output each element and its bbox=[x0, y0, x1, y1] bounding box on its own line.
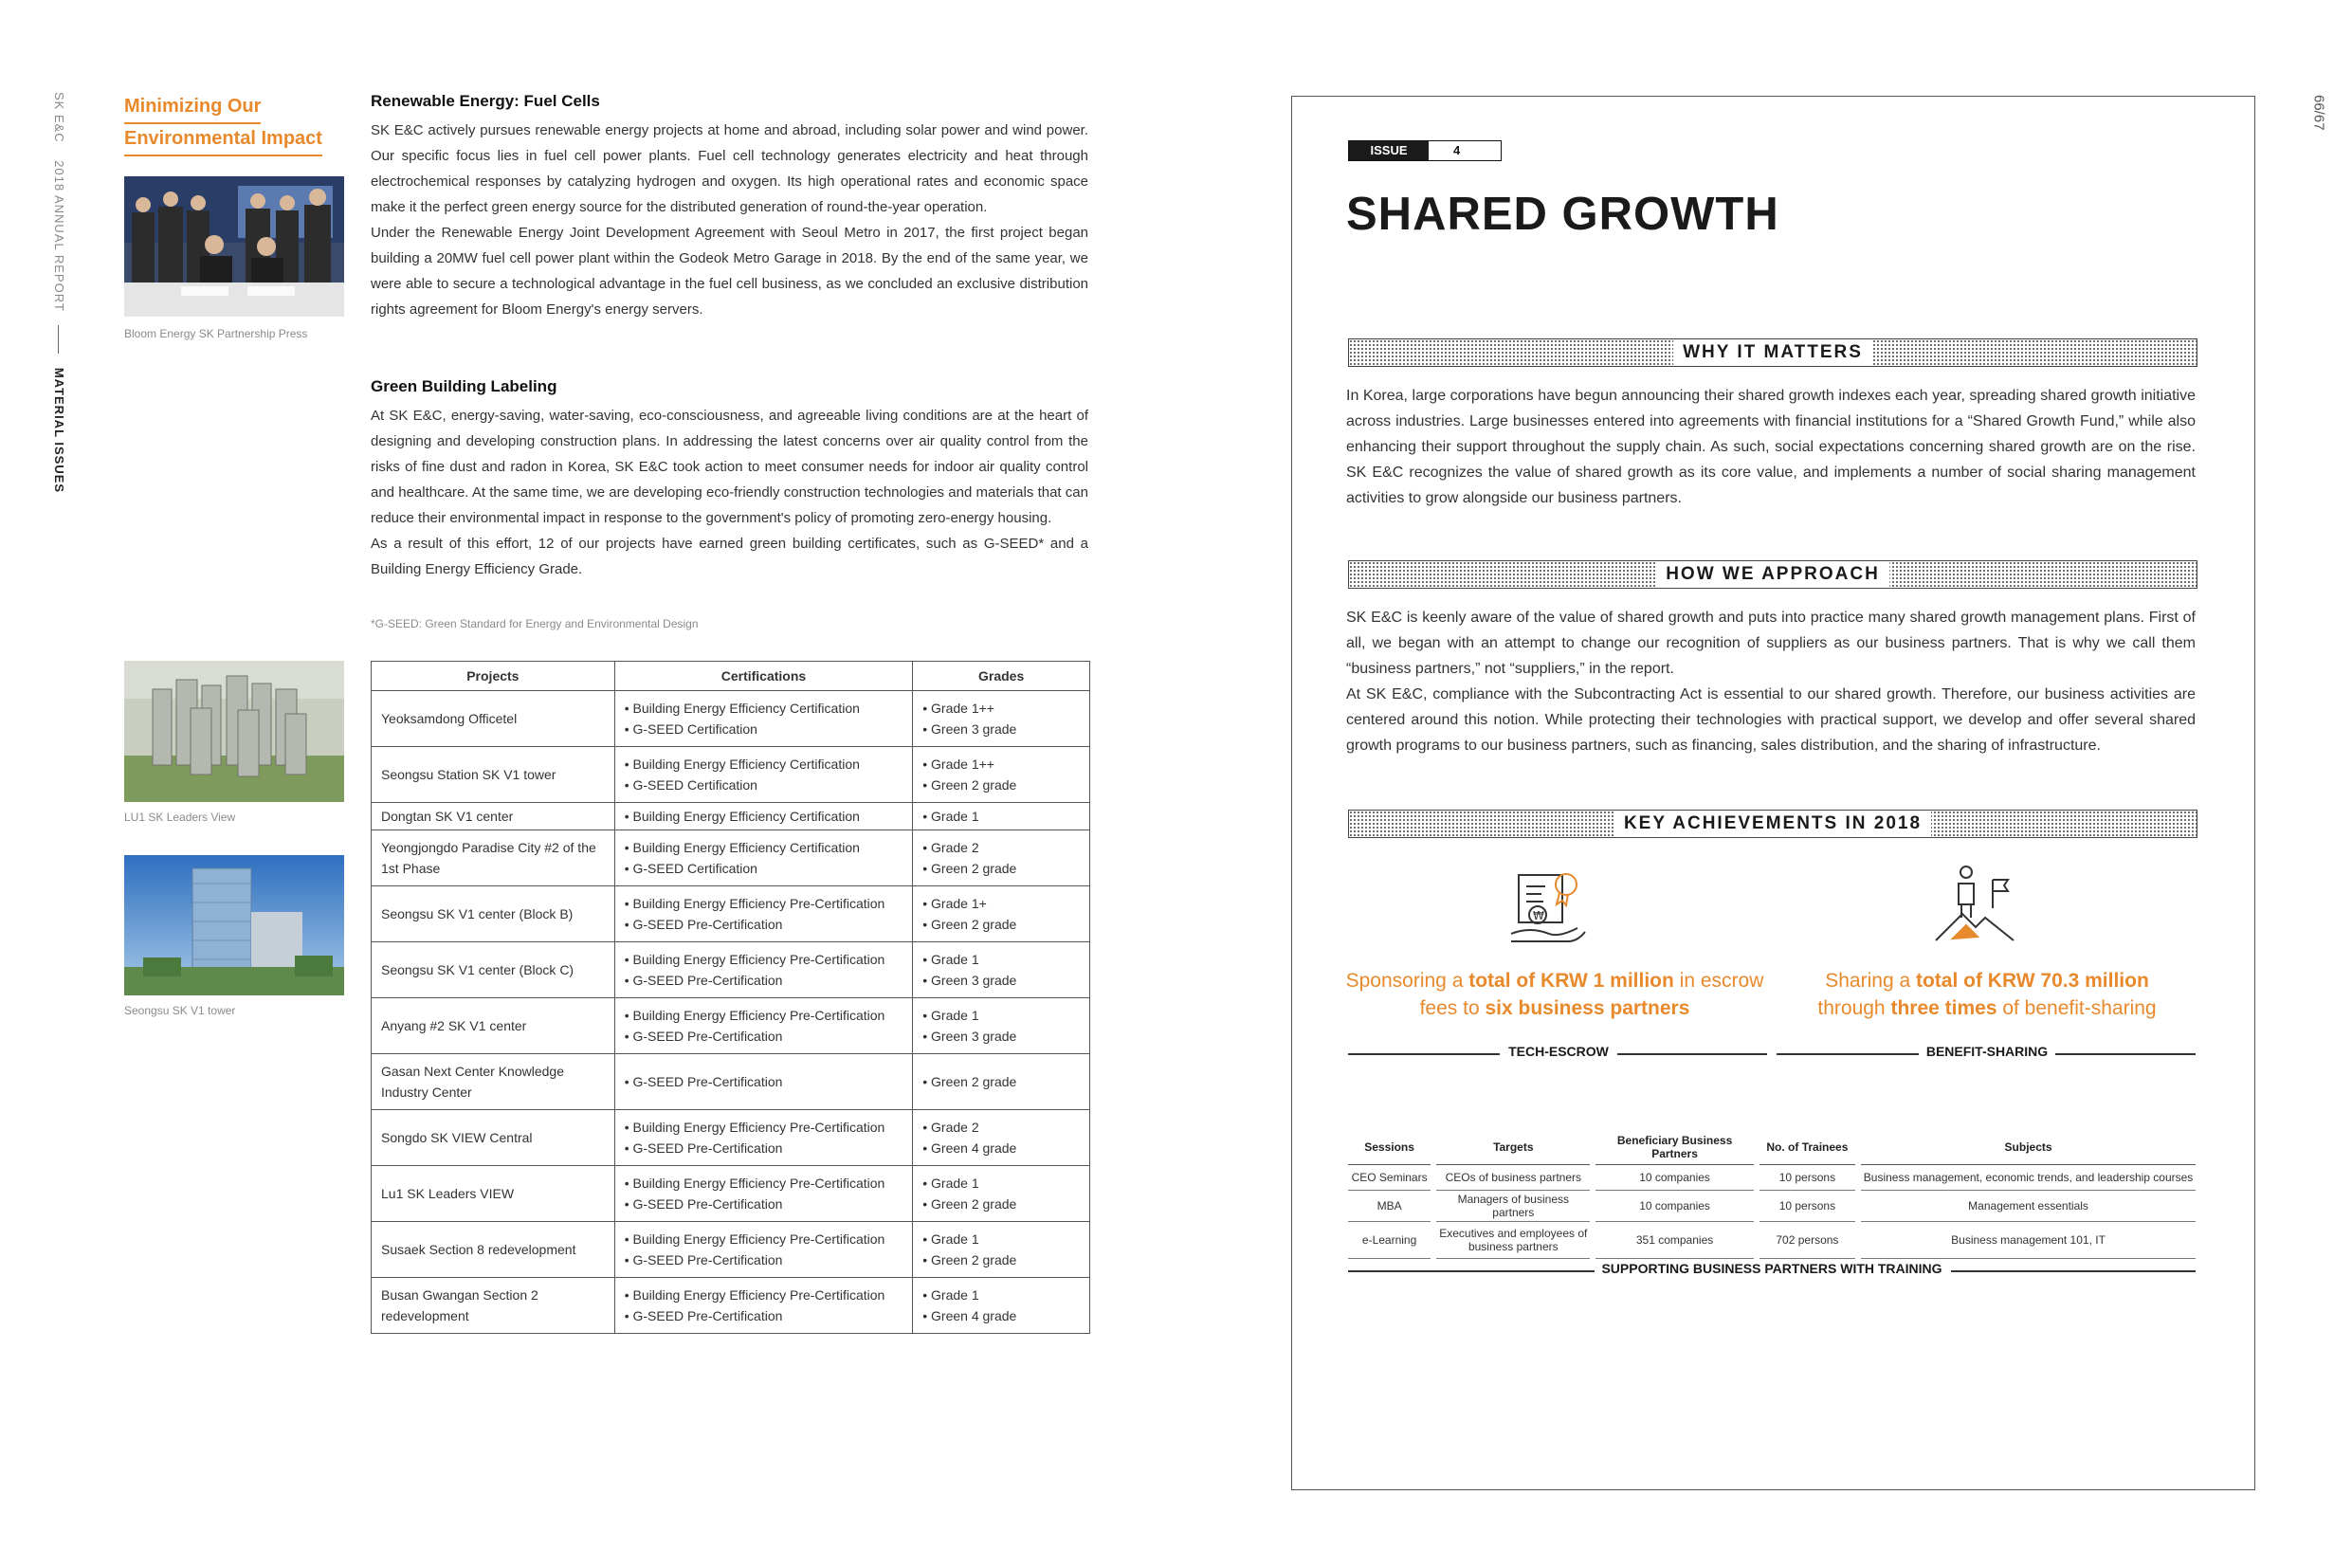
certification-row bbox=[372, 1110, 1090, 1166]
certification-cell bbox=[614, 1054, 913, 1110]
partnership-photo-image bbox=[124, 176, 344, 317]
side-divider bbox=[58, 325, 59, 354]
certification-cell-line: • G-SEED Certification bbox=[624, 721, 757, 737]
certification-cell-line: • G-SEED Pre-Certification bbox=[624, 1252, 783, 1267]
how-we-approach-band bbox=[1348, 560, 2197, 589]
training-cell: CEO Seminars bbox=[1348, 1165, 1431, 1191]
grade-cell bbox=[913, 886, 1090, 942]
training-header-subjects: Subjects bbox=[1861, 1130, 2196, 1165]
certification-cell-line: • G-SEED Pre-Certification bbox=[624, 1029, 783, 1044]
how-we-approach-paragraph-2: At SK E&C, compliance with the Subcontracting Act is essential to our shared growth. Therefore, our business activities are centered around this notion. While protecting their technologies with practical support, we develop and offer several shared growth programs to our business partners, such as financing, sales distribution, and the sharing of infrastructure. bbox=[1346, 686, 2196, 754]
how-we-approach-text bbox=[1346, 605, 2196, 758]
grade-cell-line: • Green 2 grade bbox=[922, 1074, 1017, 1089]
grade-cell bbox=[913, 1278, 1090, 1334]
grade-cell bbox=[913, 1222, 1090, 1278]
project-cell-line: Gasan Next Center Knowledge Industry Center bbox=[381, 1064, 564, 1100]
grade-cell bbox=[913, 998, 1090, 1054]
training-cell: Management essentials bbox=[1861, 1191, 2196, 1222]
grade-cell-line: • Grade 1 bbox=[922, 952, 979, 967]
training-header-sessions: Sessions bbox=[1348, 1130, 1431, 1165]
project-cell bbox=[372, 803, 615, 830]
shared-growth-title: SHARED GROWTH bbox=[1346, 189, 1779, 240]
side-brand: SK E&C bbox=[52, 92, 66, 143]
certification-cell-line: • G-SEED Pre-Certification bbox=[624, 1140, 783, 1156]
grade-cell-line: • Grade 1+ bbox=[922, 896, 987, 911]
grade-cell bbox=[913, 803, 1090, 830]
grade-cell-line: • Green 3 grade bbox=[922, 721, 1017, 737]
grade-cell bbox=[913, 1054, 1090, 1110]
project-cell-line: Songdo SK VIEW Central bbox=[381, 1130, 533, 1145]
benefit-sharing-rule-left bbox=[1777, 1053, 1919, 1055]
project-cell bbox=[372, 1222, 615, 1278]
grade-cell-line: • Grade 1 bbox=[922, 1231, 979, 1247]
tech-escrow-rule-left bbox=[1348, 1053, 1500, 1055]
a1-pre: Sponsoring a bbox=[1345, 970, 1469, 992]
certification-table-header bbox=[372, 662, 1090, 691]
project-cell-line: Dongtan SK V1 center bbox=[381, 809, 514, 824]
training-cell: 702 persons bbox=[1759, 1222, 1855, 1259]
leaders-view-image bbox=[124, 661, 344, 802]
certification-row bbox=[372, 998, 1090, 1054]
training-cell: 10 persons bbox=[1759, 1191, 1855, 1222]
training-caption-text: SUPPORTING BUSINESS PARTNERS WITH TRAINING bbox=[1601, 1261, 1942, 1276]
seongsu-tower-image bbox=[124, 855, 344, 995]
certification-row bbox=[372, 1166, 1090, 1222]
tech-escrow-achievement bbox=[1337, 967, 1773, 1022]
grade-cell-line: • Green 2 grade bbox=[922, 777, 1017, 793]
grade-cell bbox=[913, 747, 1090, 803]
project-cell bbox=[372, 942, 615, 998]
how-we-approach-paragraph-1: SK E&C is keenly aware of the value of shared growth and puts into practice many shared growth management plans. First of all, we began with an attempt to change our recognition of suppliers as our business partners. That is why we call them “business partners,” not “suppliers,” in the report. bbox=[1346, 610, 2196, 677]
training-cell: Business management 101, IT bbox=[1861, 1222, 2196, 1259]
issue-number: 4 bbox=[1453, 143, 1461, 157]
a2-pre2: through bbox=[1817, 997, 1891, 1019]
project-cell bbox=[372, 691, 615, 747]
grade-cell-line: • Grade 2 bbox=[922, 840, 979, 855]
fuel-cells-paragraph-2: Under the Renewable Energy Joint Development Agreement with Seoul Metro in 2017, the first project began building a 20MW fuel cell power plant within the Godeok Metro Garage in 2018. By the end of the same year, we were able to secure a technological advantage in the fuel cell business, as we concluded an exclusive distribution rights agreement for Bloom Energy's energy servers. bbox=[371, 225, 1088, 318]
tech-escrow-label: TECH-ESCROW bbox=[1508, 1044, 1609, 1059]
project-cell-line: Busan Gwangan Section 2 redevelopment bbox=[381, 1287, 538, 1323]
certification-cell-line: • Building Energy Efficiency Pre-Certification bbox=[624, 896, 885, 911]
project-cell bbox=[372, 830, 615, 886]
training-header-beneficiaries: Beneficiary Business Partners bbox=[1595, 1130, 1753, 1165]
project-cell bbox=[372, 747, 615, 803]
how-we-approach-heading: HOW WE APPROACH bbox=[1656, 561, 1889, 588]
certification-row bbox=[372, 1278, 1090, 1334]
leaders-view-photo bbox=[124, 661, 344, 802]
certification-cell-line: • Building Energy Efficiency Certification bbox=[624, 701, 860, 716]
partnership-photo-caption: Bloom Energy SK Partnership Press bbox=[124, 327, 308, 340]
grade-cell-line: • Green 2 grade bbox=[922, 1252, 1017, 1267]
certification-cell-line: • Building Energy Efficiency Pre-Certification bbox=[624, 1176, 885, 1191]
a1-mid: in escrow bbox=[1673, 970, 1764, 992]
why-it-matters-heading: WHY IT MATTERS bbox=[1673, 339, 1872, 366]
grade-cell-line: • Grade 2 bbox=[922, 1120, 979, 1135]
grade-cell-line: • Grade 1 bbox=[922, 1176, 979, 1191]
issue-label: ISSUE bbox=[1349, 141, 1429, 160]
why-it-matters-paragraph: In Korea, large corporations have begun announcing their shared growth indexes each year, spreading shared growth initiative across industries. Large businesses entered into agreements with financial institutions for a “Shared Growth Fund,” while also enhancing their support throughout the supply chain. As such, social expectations concerning shared growth are on the rise. SK E&C recognizes the value of shared growth as its core value, and implements a number of social sharing management activities to grow alongside our business partners. bbox=[1346, 388, 2196, 506]
grade-cell bbox=[913, 691, 1090, 747]
training-rule-right bbox=[1951, 1270, 2196, 1272]
benefit-sharing-rule-right bbox=[2055, 1053, 2196, 1055]
training-cell: MBA bbox=[1348, 1191, 1431, 1222]
certification-row bbox=[372, 803, 1090, 830]
why-it-matters-band bbox=[1348, 338, 2197, 367]
a2-post2: of benefit-sharing bbox=[1996, 997, 2157, 1019]
training-cell: CEOs of business partners bbox=[1436, 1165, 1590, 1191]
section-title-line1: Minimizing Our bbox=[124, 92, 261, 124]
certification-cell bbox=[614, 998, 913, 1054]
certification-cell-line: • G-SEED Pre-Certification bbox=[624, 1074, 783, 1089]
certification-cell-line: • G-SEED Pre-Certification bbox=[624, 1308, 783, 1323]
certification-cell bbox=[614, 803, 913, 830]
benefit-sharing-label: BENEFIT-SHARING bbox=[1925, 1044, 2049, 1059]
side-report: 2018 ANNUAL REPORT bbox=[52, 160, 66, 312]
training-row bbox=[1348, 1191, 2196, 1222]
header-grades: Grades bbox=[913, 662, 1090, 691]
training-cell: 10 companies bbox=[1595, 1165, 1753, 1191]
certification-cell bbox=[614, 691, 913, 747]
certification-cell bbox=[614, 1278, 913, 1334]
project-cell bbox=[372, 998, 615, 1054]
section-title-line2: Environmental Impact bbox=[124, 124, 322, 156]
page-number: 66/67 bbox=[2311, 95, 2327, 131]
escrow-certificate-icon bbox=[1507, 867, 1593, 953]
certification-row bbox=[372, 691, 1090, 747]
side-section: MATERIAL ISSUES bbox=[52, 367, 66, 494]
training-table bbox=[1342, 1130, 2201, 1259]
certification-cell bbox=[614, 886, 913, 942]
shared-growth-panel bbox=[1291, 96, 2255, 1490]
project-cell-line: Lu1 SK Leaders VIEW bbox=[381, 1186, 515, 1201]
certification-cell-line: • Building Energy Efficiency Pre-Certification bbox=[624, 1287, 885, 1303]
project-cell-line: Yeongjongdo Paradise City #2 of the 1st Phase bbox=[381, 840, 596, 876]
certification-cell bbox=[614, 942, 913, 998]
grade-cell bbox=[913, 1110, 1090, 1166]
training-rule-left bbox=[1348, 1270, 1595, 1272]
project-cell bbox=[372, 1110, 615, 1166]
key-achievements-band bbox=[1348, 810, 2197, 838]
green-building-paragraph-2: As a result of this effort, 12 of our projects have earned green building certificates, such as G-SEED* and a Building Energy Efficiency Grade. bbox=[371, 536, 1088, 577]
training-table-header bbox=[1348, 1130, 2196, 1165]
achievement-labels bbox=[1348, 1044, 2196, 1063]
certification-cell-line: • Building Energy Efficiency Pre-Certification bbox=[624, 1008, 885, 1023]
fuel-cells-heading: Renewable Energy: Fuel Cells bbox=[371, 92, 600, 110]
header-certifications: Certifications bbox=[614, 662, 913, 691]
grade-cell-line: • Grade 1++ bbox=[922, 757, 994, 772]
a2-bold-1: total of KRW 70.3 million bbox=[1915, 970, 2149, 992]
certification-cell-line: • G-SEED Pre-Certification bbox=[624, 973, 783, 988]
training-cell: Managers of business partners bbox=[1436, 1191, 1590, 1222]
benefit-sharing-achievement bbox=[1769, 967, 2205, 1022]
project-cell bbox=[372, 1278, 615, 1334]
grade-cell-line: • Green 2 grade bbox=[922, 861, 1017, 876]
project-cell-line: Seongsu SK V1 center (Block B) bbox=[381, 906, 574, 921]
training-cell: 10 persons bbox=[1759, 1165, 1855, 1191]
certification-cell-line: • G-SEED Certification bbox=[624, 861, 757, 876]
training-row bbox=[1348, 1165, 2196, 1191]
certification-cell bbox=[614, 1166, 913, 1222]
side-label bbox=[42, 92, 70, 494]
seongsu-tower-caption: Seongsu SK V1 tower bbox=[124, 1004, 236, 1017]
certification-cell-line: • Building Energy Efficiency Certification bbox=[624, 840, 860, 855]
certification-row bbox=[372, 886, 1090, 942]
project-cell bbox=[372, 1166, 615, 1222]
svg-text:₩: ₩ bbox=[1533, 909, 1544, 922]
certification-cell-line: • Building Energy Efficiency Pre-Certification bbox=[624, 1120, 885, 1135]
grade-cell-line: • Grade 1 bbox=[922, 1008, 979, 1023]
training-cell: Executives and employees of business partners bbox=[1436, 1222, 1590, 1259]
project-cell bbox=[372, 886, 615, 942]
header-projects: Projects bbox=[372, 662, 615, 691]
green-building-body bbox=[371, 403, 1088, 582]
certification-cell-line: • Building Energy Efficiency Pre-Certification bbox=[624, 952, 885, 967]
project-cell-line: Anyang #2 SK V1 center bbox=[381, 1018, 527, 1033]
certification-row bbox=[372, 830, 1090, 886]
a1-bold-1: total of KRW 1 million bbox=[1468, 970, 1674, 992]
project-cell bbox=[372, 1054, 615, 1110]
seongsu-tower-photo bbox=[124, 855, 344, 995]
grade-cell-line: • Green 2 grade bbox=[922, 1196, 1017, 1212]
project-cell-line: Susaek Section 8 redevelopment bbox=[381, 1242, 576, 1257]
green-building-heading: Green Building Labeling bbox=[371, 377, 557, 395]
training-header-targets: Targets bbox=[1436, 1130, 1590, 1165]
project-cell-line: Seongsu SK V1 center (Block C) bbox=[381, 962, 574, 977]
g-seed-footnote: *G-SEED: Green Standard for Energy and Environmental Design bbox=[371, 617, 699, 630]
certification-row bbox=[372, 1222, 1090, 1278]
training-header-trainees: No. of Trainees bbox=[1759, 1130, 1855, 1165]
training-cell: e-Learning bbox=[1348, 1222, 1431, 1259]
certification-cell bbox=[614, 1110, 913, 1166]
certification-row bbox=[372, 1054, 1090, 1110]
why-it-matters-text bbox=[1346, 383, 2196, 511]
certification-cell bbox=[614, 747, 913, 803]
certification-cell-line: • Building Energy Efficiency Certification bbox=[624, 809, 860, 824]
grade-cell-line: • Green 3 grade bbox=[922, 1029, 1017, 1044]
certification-cell-line: • Building Energy Efficiency Pre-Certification bbox=[624, 1231, 885, 1247]
grade-cell bbox=[913, 942, 1090, 998]
issue-badge bbox=[1348, 140, 1502, 161]
tech-escrow-rule-right bbox=[1617, 1053, 1767, 1055]
partnership-photo bbox=[124, 176, 344, 317]
project-cell-line: Yeoksamdong Officetel bbox=[381, 711, 518, 726]
training-row bbox=[1348, 1222, 2196, 1259]
certification-cell bbox=[614, 1222, 913, 1278]
grade-cell-line: • Grade 1 bbox=[922, 809, 979, 824]
certification-cell-line: • G-SEED Pre-Certification bbox=[624, 1196, 783, 1212]
a1-pre2: fees to bbox=[1419, 997, 1486, 1019]
certification-row bbox=[372, 942, 1090, 998]
key-achievements-heading: KEY ACHIEVEMENTS IN 2018 bbox=[1614, 811, 1931, 837]
training-caption bbox=[1348, 1261, 2196, 1280]
training-cell: 351 companies bbox=[1595, 1222, 1753, 1259]
a1-bold-2: six business partners bbox=[1485, 997, 1690, 1019]
section-title bbox=[124, 92, 323, 156]
grade-cell-line: • Green 4 grade bbox=[922, 1140, 1017, 1156]
grade-cell-line: • Grade 1++ bbox=[922, 701, 994, 716]
grade-cell-line: • Grade 1 bbox=[922, 1287, 979, 1303]
grade-cell-line: • Green 2 grade bbox=[922, 917, 1017, 932]
certification-cell bbox=[614, 830, 913, 886]
grade-cell bbox=[913, 1166, 1090, 1222]
fuel-cells-body bbox=[371, 118, 1088, 322]
fuel-cells-paragraph-1: SK E&C actively pursues renewable energy projects at home and abroad, including solar power and wind power. Our specific focus lies in fuel cell power plants. Fuel cell technology generates electricity and heat through electrochemical responses by catalyzing hydrogen and oxygen. Its high operational rates and economic space make it the perfect green energy source for the distributed generation of round-the-year operation. bbox=[371, 122, 1088, 215]
mountain-flag-icon bbox=[1930, 863, 2025, 953]
certification-row bbox=[372, 747, 1090, 803]
certification-cell-line: • G-SEED Pre-Certification bbox=[624, 917, 783, 932]
certification-table bbox=[371, 661, 1090, 1334]
certification-cell-line: • Building Energy Efficiency Certification bbox=[624, 757, 860, 772]
a2-pre: Sharing a bbox=[1825, 970, 1916, 992]
training-cell: Business management, economic trends, and leadership courses bbox=[1861, 1165, 2196, 1191]
project-cell-line: Seongsu Station SK V1 tower bbox=[381, 767, 556, 782]
grade-cell-line: • Green 4 grade bbox=[922, 1308, 1017, 1323]
grade-cell-line: • Green 3 grade bbox=[922, 973, 1017, 988]
green-building-paragraph-1: At SK E&C, energy-saving, water-saving, eco-consciousness, and agreeable living conditions are at the heart of designing and developing construction plans. In addressing the latest concerns over air quality control from the risks of fine dust and radon in Korea, SK E&C took action to meet consumer needs for indoor air quality control and healthcare. At the same time, we are developing eco-friendly construction technologies and materials that can reduce their environmental impact in response to the government's policy of promoting zero-energy housing. bbox=[371, 408, 1088, 526]
a2-bold-2: three times bbox=[1890, 997, 1997, 1019]
grade-cell bbox=[913, 830, 1090, 886]
leaders-view-caption: LU1 SK Leaders View bbox=[124, 811, 236, 824]
training-cell: 10 companies bbox=[1595, 1191, 1753, 1222]
certification-cell-line: • G-SEED Certification bbox=[624, 777, 757, 793]
